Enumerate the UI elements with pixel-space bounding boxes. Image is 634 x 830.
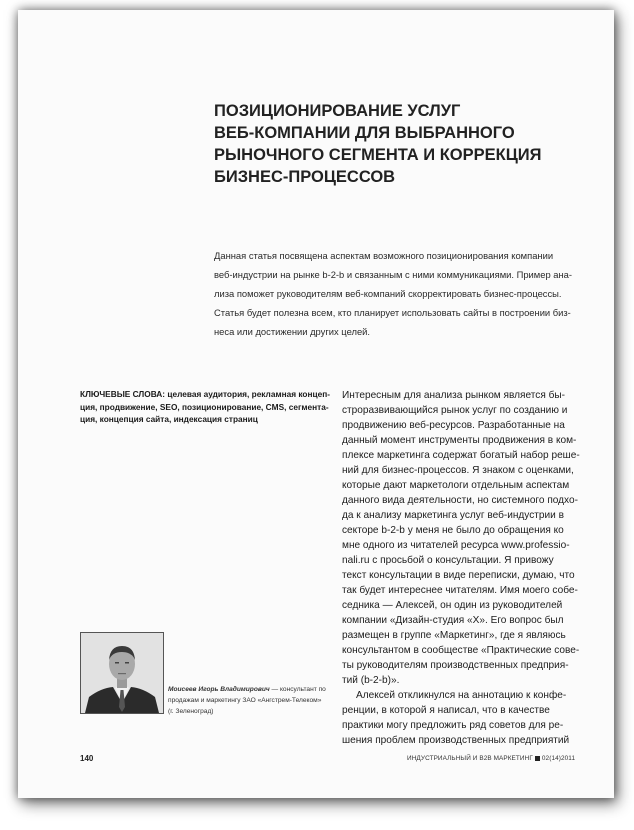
body-line: плексе маркетинга содержат богатый набор реше- [342,450,580,461]
article-abstract [214,246,591,341]
body-line: так будет интереснее читателям. Имя моего собе- [342,585,578,596]
title-line: ВЕБ-КОМПАНИИ ДЛЯ ВЫБРАННОГО [214,124,515,142]
body-line: nali.ru с просьбой о консультации. Я привожу [342,555,554,566]
body-line: размещен в группе «Маркетинг», где я являюсь [342,630,566,641]
article-body [342,388,598,748]
body-line: седника — Алексей, он один из руководителей [342,600,563,611]
issue-number: 02(14)2011 [541,755,576,762]
body-line: секторе b-2-b у меня не было до обращения ко [342,525,564,536]
body-line: да к анализу маркетинга услуг веб-индустрии в [342,510,564,521]
body-line: текст консультации в виде переписки, думаю, что [342,570,575,581]
body-line: данный момент инструменты продвижения в ком- [342,435,577,446]
abstract-line: Статья будет полезна всем, кто планирует использовать сайты в построении биз- [214,307,571,318]
title-line: РЫНОЧНОГО СЕГМЕНТА И КОРРЕКЦИЯ [214,146,542,164]
author-caption-line: (г. Зеленоград) [168,708,214,715]
abstract-line: Данная статья посвящена аспектам возможного позиционирования компании [214,250,554,261]
keywords-block [80,388,330,426]
author-role: — консультант по [269,686,326,693]
keywords-line: ция, концепция сайта, индексация страниц [80,414,258,424]
author-name: Моисеев Игорь Владимирович [168,686,270,693]
title-line: БИЗНЕС-ПРОЦЕССОВ [214,168,396,186]
body-line: компании «Дизайн-студия «Х». Его вопрос был [342,615,564,626]
body-line: мне одного из читателей ресурса www.professio- [342,540,570,551]
author-caption-line-1 [168,684,338,695]
body-line: которые дают маркетологи отдельным аспектам [342,480,570,491]
abstract-line: веб-индустрии на рынке b-2-b и связанным с ними коммуникациями. Пример ана- [214,269,572,280]
title-line: ПОЗИЦИОНИРОВАНИЕ УСЛУГ [214,102,461,120]
journal-name: ИНДУСТРИАЛЬНЫЙ И В2В МАРКЕТИНГ [407,755,533,762]
keywords-line: ция, продвижение, SEO, позиционирование, CMS, сегмента- [80,401,329,412]
body-line: строразвивающийся рынок услуг по созданию и [342,405,568,416]
page-number: 140 [80,754,94,763]
author-caption [168,684,338,717]
body-line: тий (b-2-b)». [342,675,400,686]
body-line: консультантом в сообществе «Практические сове- [342,645,580,656]
running-footer [407,755,575,762]
body-line: шения проблем производственных предприятий [342,735,570,746]
body-line: ний для бизнес-процессов. Я знаком с оценками, [342,465,574,476]
body-line: продвижению веб-ресурсов. Разработанные на [342,420,565,431]
abstract-line: неса или достижении других целей. [214,326,370,337]
keywords-line: КЛЮЧЕВЫЕ СЛОВА: целевая аудитория, рекламная концеп- [80,389,330,399]
body-line: данного вида деятельности, но системного подхо- [342,495,578,506]
body-line: практики могу предложить ряд советов для ре- [342,720,564,731]
article-title [214,100,594,188]
square-bullet-icon [535,756,540,761]
body-line: ты руководителям производственных предприя- [342,660,569,671]
author-portrait-icon [80,632,164,714]
body-line: Интересным для анализа рынком является бы- [342,390,566,401]
body-line: ренции, в которой я написал, что в качестве [342,705,550,716]
body-line: Алексей откликнулся на аннотацию к конфе- [356,690,567,701]
magazine-page [18,10,614,798]
author-caption-line: продажам и маркетингу ЗАО «Ангстрем-Телеком» [168,697,322,704]
abstract-line: лиза поможет руководителям веб-компаний скорректировать бизнес-процессы. [214,288,562,299]
